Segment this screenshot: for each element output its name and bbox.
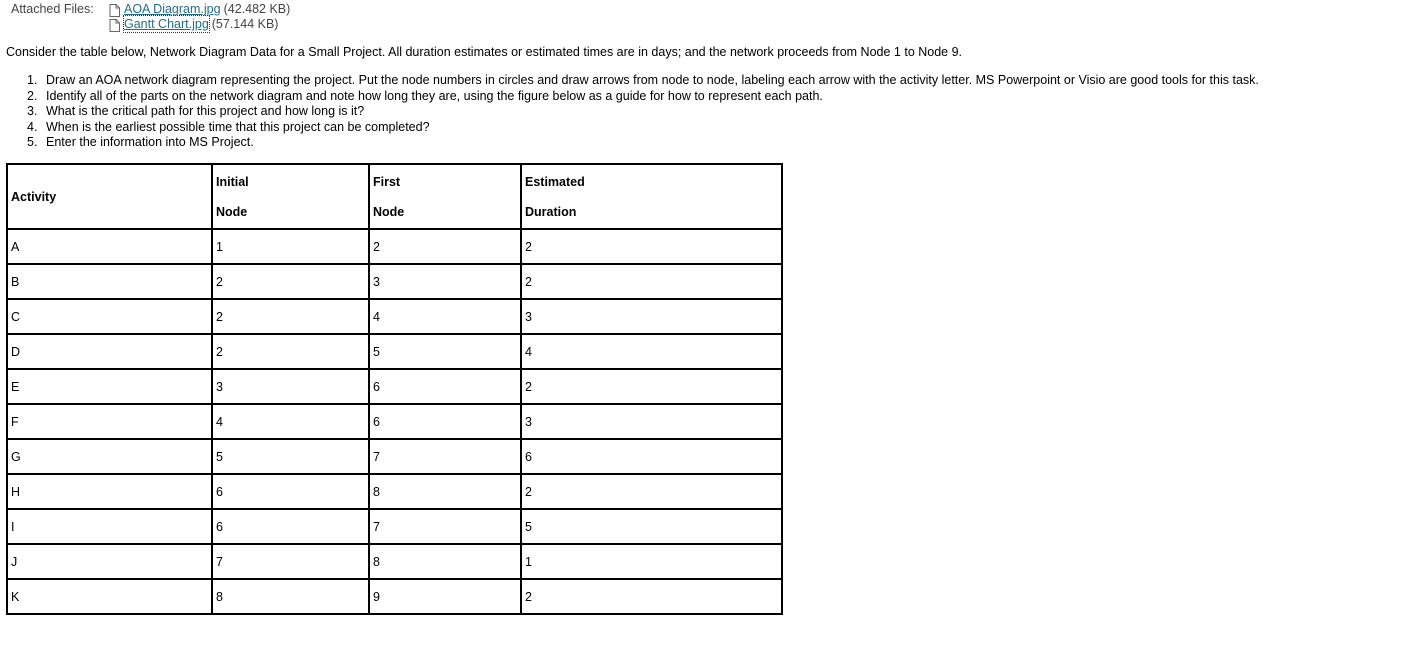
header-first-node	[369, 164, 521, 229]
list-item	[27, 104, 1259, 120]
cell-first-node: 7	[369, 509, 521, 544]
table-row	[7, 579, 782, 614]
table-row	[7, 439, 782, 474]
cell-activity: J	[7, 544, 212, 579]
header-label: First	[373, 174, 401, 189]
cell-duration: 2	[521, 579, 782, 614]
table-row	[7, 299, 782, 334]
table-row	[7, 229, 782, 264]
header-estimated-duration	[521, 164, 782, 229]
cell-activity: I	[7, 509, 212, 544]
cell-initial-node: 2	[212, 264, 369, 299]
cell-duration: 6	[521, 439, 782, 474]
cell-initial-node: 2	[212, 334, 369, 369]
list-item	[27, 89, 1259, 105]
header-activity-label: Activity	[11, 189, 57, 204]
cell-first-node: 3	[369, 264, 521, 299]
table-row	[7, 404, 782, 439]
list-item-text: Draw an AOA network diagram representing the project. Put the node numbers in circles and draw arrows from node to node, labeling each arrow with the activity letter. MS Powerpoint or Visio are good tools for this task.	[46, 73, 1259, 87]
header-label: Estimated	[525, 174, 585, 189]
cell-duration: 1	[521, 544, 782, 579]
list-item	[27, 135, 1259, 151]
attachment-item	[109, 16, 278, 32]
document-icon	[109, 19, 120, 32]
cell-activity: G	[7, 439, 212, 474]
list-number: 3.	[27, 104, 38, 118]
table-row	[7, 474, 782, 509]
cell-duration: 2	[521, 264, 782, 299]
cell-activity: F	[7, 404, 212, 439]
cell-initial-node: 1	[212, 229, 369, 264]
header-activity	[7, 164, 212, 229]
cell-initial-node: 6	[212, 509, 369, 544]
cell-duration: 5	[521, 509, 782, 544]
task-list	[27, 73, 1259, 151]
cell-activity: E	[7, 369, 212, 404]
cell-first-node: 7	[369, 439, 521, 474]
list-item-text: Identify all of the parts on the network diagram and note how long they are, using the figure below as a guide for how to represent each path.	[46, 88, 823, 103]
cell-initial-node: 5	[212, 439, 369, 474]
cell-first-node: 6	[369, 369, 521, 404]
list-item-text: When is the earliest possible time that this project can be completed?	[46, 119, 430, 134]
header-label: Node	[216, 204, 248, 219]
cell-first-node: 8	[369, 544, 521, 579]
attachment-link-aoa-diagram[interactable]: AOA Diagram.jpg	[124, 2, 221, 16]
intro-text: Consider the table below, Network Diagram Data for a Small Project. All duration estimates or estimated times are in days; and the network proceeds from Node 1 to Node 9.	[6, 45, 963, 59]
cell-duration: 2	[521, 229, 782, 264]
attached-files-label: Attached Files:	[11, 2, 94, 16]
network-diagram-table	[6, 163, 783, 615]
cell-activity: H	[7, 474, 212, 509]
list-number: 2.	[27, 88, 38, 103]
cell-first-node: 2	[369, 229, 521, 264]
document-icon	[109, 4, 120, 17]
list-number: 1.	[27, 73, 38, 87]
table-row	[7, 334, 782, 369]
cell-duration: 2	[521, 474, 782, 509]
cell-first-node: 5	[369, 334, 521, 369]
header-label: Node	[373, 204, 405, 219]
header-label: Initial	[216, 174, 249, 189]
list-item	[27, 120, 1259, 136]
list-item-text: Enter the information into MS Project.	[46, 135, 254, 149]
header-label: Duration	[525, 204, 577, 219]
table-row	[7, 264, 782, 299]
attachment-link-gantt-chart[interactable]: Gantt Chart.jpg	[124, 17, 209, 31]
table-row	[7, 369, 782, 404]
cell-activity: K	[7, 579, 212, 614]
cell-activity: B	[7, 264, 212, 299]
attachment-size: (42.482 KB)	[223, 2, 291, 16]
list-item	[27, 73, 1259, 89]
cell-first-node: 6	[369, 404, 521, 439]
cell-activity: D	[7, 334, 212, 369]
cell-initial-node: 4	[212, 404, 369, 439]
list-item-text: What is the critical path for this project and how long is it?	[46, 104, 365, 118]
list-number: 5.	[27, 135, 38, 149]
cell-first-node: 8	[369, 474, 521, 509]
cell-first-node: 9	[369, 579, 521, 614]
cell-duration: 3	[521, 299, 782, 334]
header-initial-node	[212, 164, 369, 229]
cell-activity: A	[7, 229, 212, 264]
table-row	[7, 544, 782, 579]
cell-first-node: 4	[369, 299, 521, 334]
cell-activity: C	[7, 299, 212, 334]
attachment-item	[109, 1, 290, 17]
cell-initial-node: 3	[212, 369, 369, 404]
list-number: 4.	[27, 119, 38, 134]
cell-duration: 3	[521, 404, 782, 439]
cell-initial-node: 7	[212, 544, 369, 579]
cell-initial-node: 6	[212, 474, 369, 509]
cell-duration: 2	[521, 369, 782, 404]
table-header-row	[7, 164, 782, 229]
cell-initial-node: 2	[212, 299, 369, 334]
cell-duration: 4	[521, 334, 782, 369]
attachment-size: (57.144 KB)	[211, 17, 279, 31]
cell-initial-node: 8	[212, 579, 369, 614]
table-row	[7, 509, 782, 544]
